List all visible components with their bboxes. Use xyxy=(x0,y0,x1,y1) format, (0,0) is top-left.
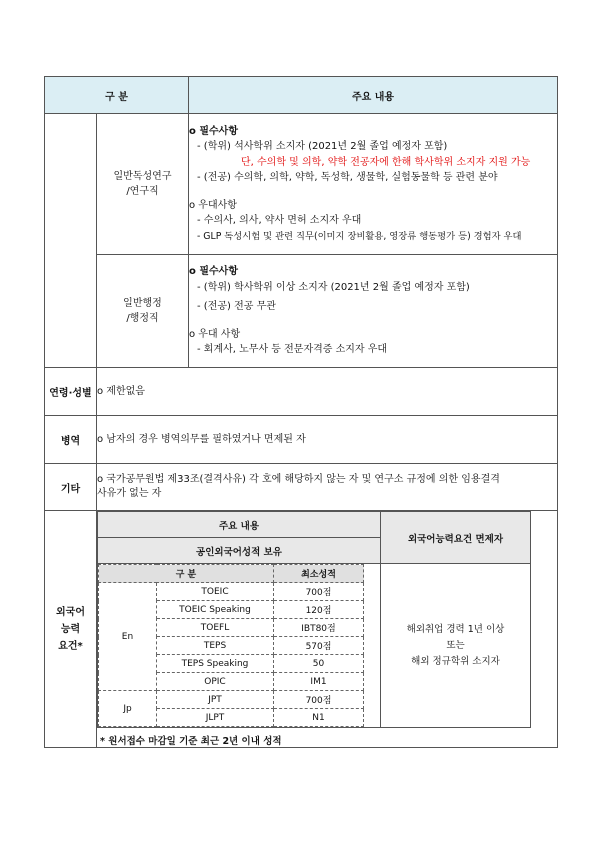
label-language: 외국어 능력 요건* xyxy=(45,511,97,748)
requirements-table xyxy=(44,76,558,748)
test-name: JLPT xyxy=(157,709,274,727)
language-group-label: Jp xyxy=(99,691,157,727)
test-min-score: 120점 xyxy=(274,601,364,619)
test-min-score: 700점 xyxy=(274,691,364,709)
score-row xyxy=(99,691,364,709)
test-min-score: 50 xyxy=(274,655,364,673)
requirement-line: - (학위) 학사학위 이상 소지자 (2021년 2월 졸업 예정자 포함) xyxy=(197,281,470,293)
category-admin: 일반행정 /행정직 xyxy=(97,255,189,368)
content-etc: o 국가공무원법 제33조(결격사유) 각 호에 해당하지 않는 자 및 연구소 규정에 의한 임용결격 사유가 없는 자 xyxy=(97,464,558,511)
language-group-label: En xyxy=(99,583,157,691)
score-header-category: 구 분 xyxy=(99,565,274,583)
preferred-line: - 수의사, 의사, 약사 면허 소지자 우대 xyxy=(197,215,362,227)
requirement-exception-line: 단, 수의학 및 의학, 약학 전공자에 한해 학사학위 소지자 지원 가능 xyxy=(241,156,531,168)
content-military: o 남자의 경우 병역의무를 필하였거나 면제된 자 xyxy=(97,416,558,464)
test-name: TOEFL xyxy=(157,619,274,637)
row-admin xyxy=(45,255,558,368)
test-min-score: 570점 xyxy=(274,637,364,655)
requirement-line: - (전공) 전공 무관 xyxy=(197,301,276,313)
test-min-score: IM1 xyxy=(274,673,364,691)
inner-subheader: 공인외국어성적 보유 xyxy=(98,538,381,564)
test-min-score: IBT80점 xyxy=(274,619,364,637)
category-research: 일반독성연구 /연구직 xyxy=(97,114,189,255)
row-age xyxy=(45,368,558,416)
test-name: TEPS xyxy=(157,637,274,655)
content-language xyxy=(97,511,558,748)
row-research xyxy=(45,114,558,255)
requirement-line: - (전공) 수의학, 의학, 약학, 독성학, 생물학, 실험동물학 등 관련 분야 xyxy=(197,172,498,184)
label-age: 연령·성별 xyxy=(45,368,97,416)
test-min-score: 700점 xyxy=(274,583,364,601)
requirement-line: - (학위) 석사학위 소지자 (2021년 2월 졸업 예정자 포함) xyxy=(197,141,448,153)
preferred-line: - GLP 독성시험 및 관련 직무(이미지 장비활용, 영장류 행동평가 등) 경험자 우대 xyxy=(197,230,522,242)
inner-header: 주요 내용 xyxy=(98,512,381,538)
label-etc: 기타 xyxy=(45,464,97,511)
test-name: TOEIC Speaking xyxy=(157,601,274,619)
test-min-score: N1 xyxy=(274,709,364,727)
exempt-header: 외국어능력요건 면제자 xyxy=(381,512,531,564)
header-content: 주요 내용 xyxy=(189,77,558,114)
content-admin xyxy=(189,255,558,368)
test-name: OPIC xyxy=(157,673,274,691)
scores-cell xyxy=(98,564,381,728)
preferred-title: o 우대사항 xyxy=(189,199,237,211)
score-header-min: 최소성적 xyxy=(274,565,364,583)
exempt-text: 해외취업 경력 1년 이상 또는 해외 정규학위 소지자 xyxy=(381,564,531,728)
label-military: 병역 xyxy=(45,416,97,464)
preferred-line: - 회계사, 노무사 등 전문자격증 소지자 우대 xyxy=(197,344,388,356)
content-age: o 제한없음 xyxy=(97,368,558,416)
test-name: TEPS Speaking xyxy=(157,655,274,673)
language-table xyxy=(97,511,531,728)
row-language xyxy=(45,511,558,748)
preferred-title: o 우대 사항 xyxy=(189,328,241,340)
test-name: JPT xyxy=(157,691,274,709)
score-table xyxy=(98,564,364,727)
test-name: TOEIC xyxy=(157,583,274,601)
score-note: * 원서접수 마감일 기준 최근 2년 이내 성적 xyxy=(100,736,282,747)
required-title: o 필수사항 xyxy=(189,125,238,137)
row-military xyxy=(45,416,558,464)
score-row xyxy=(99,583,364,601)
table-header-row xyxy=(45,77,558,114)
row-etc xyxy=(45,464,558,511)
header-category: 구 분 xyxy=(45,77,189,114)
empty-cell xyxy=(45,114,97,368)
required-title: o 필수사항 xyxy=(189,266,238,278)
content-research xyxy=(189,114,558,255)
